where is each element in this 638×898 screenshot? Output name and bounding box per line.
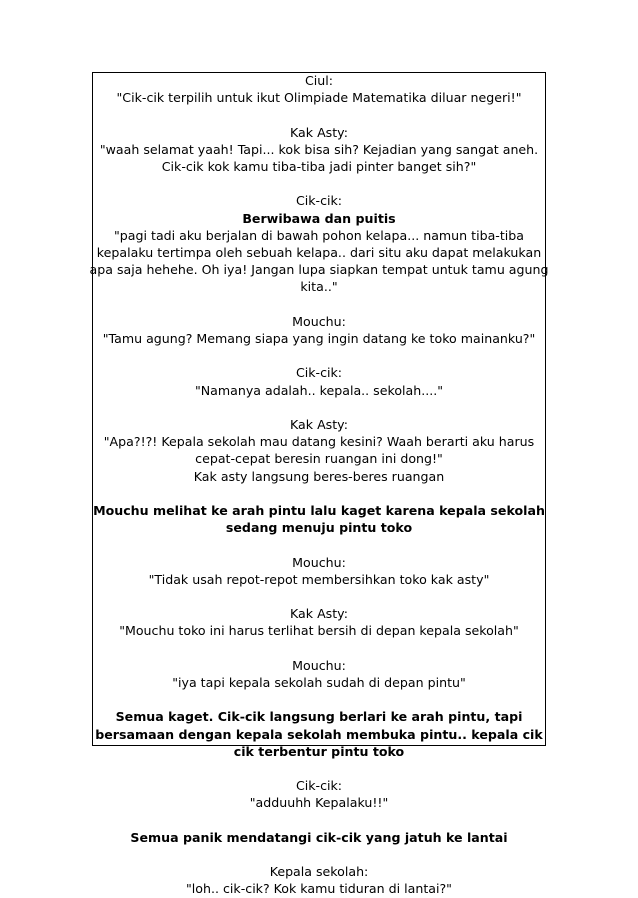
dialogue-line: "Mouchu toko ini harus terlihat bersih di depan kepala sekolah" [119,623,519,639]
speaker-cik-cik: Cik-cik: [295,365,343,381]
speaker-kepala-sekolah: Kepala sekolah: [269,864,369,880]
stage-direction: Mouchu melihat ke arah pintu lalu kaget karena kepala sekolah sedang menuju pintu toko [93,502,545,536]
speaker-mouchu: Mouchu: [292,657,346,673]
speaker-mouchu: Mouchu: [292,554,346,570]
speaker-cik-cik: Cik-cik: [295,193,343,209]
dialogue-line: "adduuhh Kepalaku!!" [249,795,389,811]
dialogue-line: "loh.. cik-cik? Kok kamu tiduran di lantai?" [186,881,452,897]
speaker-mouchu: Mouchu: [292,313,346,329]
script-text [89,72,549,898]
speaker-kak-asty: Kak Asty: [290,606,348,622]
dialogue-line: "pagi tadi aku berjalan di bawah pohon kelapa... namun tiba-tiba kepalaku tertimpa oleh sebuah kelapa.. dari situ aku dapat melakukan apa saja hehehe. Oh iya! Jangan lupa siapkan tempat untuk tamu agung kita.." [89,227,549,295]
dialogue-line: "Tidak usah repot-repot membersihkan toko kak asty" [148,571,490,587]
speaker-kak-asty: Kak Asty: [290,416,348,432]
dialogue-line: "Cik-cik terpilih untuk ikut Olimpiade Matematika diluar negeri!" [116,90,522,106]
dialogue-line: "Namanya adalah.. kepala.. sekolah...." [194,382,444,398]
speaker-ciul: Ciul: [304,73,334,88]
stage-direction: Semua kaget. Cik-cik langsung berlari ke arah pintu, tapi bersamaan dengan kepala sekolah membuka pintu.. kepala cik cik terbentur pintu toko [95,709,543,759]
dialogue-line: "waah selamat yaah! Tapi... kok bisa sih? Kejadian yang sangat aneh. Cik-cik kok kamu tiba-tiba jadi pinter banget sih?" [99,141,539,174]
stage-direction: Semua panik mendatangi cik-cik yang jatuh ke lantai [130,829,508,845]
stage-direction: Kak asty langsung beres-beres ruangan [193,468,445,484]
dialogue-line: "iya tapi kepala sekolah sudah di depan pintu" [172,674,466,690]
dialogue-line: "Tamu agung? Memang siapa yang ingin datang ke toko mainanku?" [102,331,536,346]
speaker-kak-asty: Kak Asty: [290,124,348,140]
speaker-cik-cik: Cik-cik: [295,778,343,794]
dialogue-line: "Apa?!?! Kepala sekolah mau datang kesini? Waah berarti aku harus cepat-cepat beresin ruangan ini dong!" [103,434,535,467]
stage-direction: Berwibawa dan puitis [242,210,396,226]
